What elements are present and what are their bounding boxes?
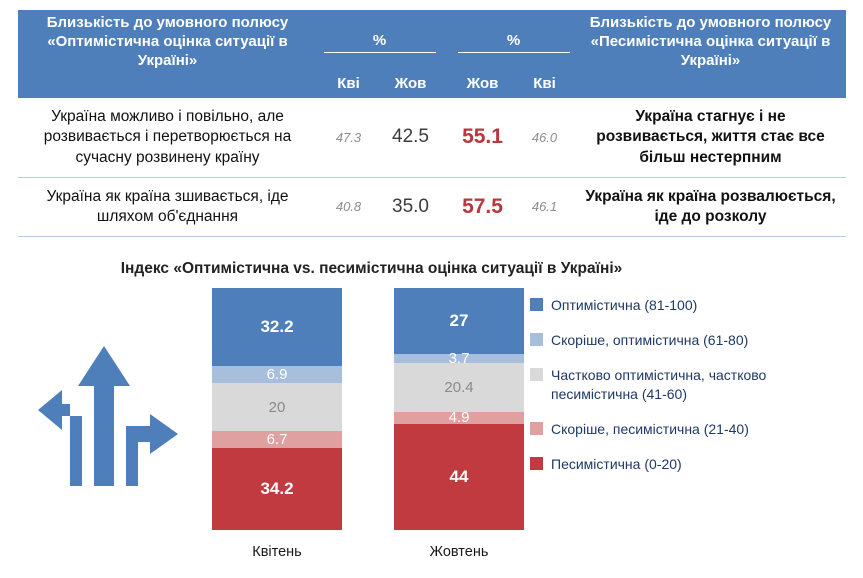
subheader-col-3: Жов	[452, 74, 514, 98]
row-1-left-statement: Україна можливо і повільно, але розвивається і перетворюється на сучасну розвинену країну	[18, 98, 318, 177]
table-row	[18, 177, 846, 236]
legend-swatch-icon	[530, 298, 543, 311]
bar-column-kviten	[212, 288, 342, 530]
bar-segment	[212, 431, 342, 447]
row-2-value-zhov-left: 35.0	[380, 177, 442, 236]
bar-column-zhovten	[394, 288, 524, 530]
row-1-value-zhov-left: 42.5	[380, 98, 442, 177]
subheader-col-2: Жов	[380, 74, 442, 98]
legend-label: Скоріше, песимістична (21-40)	[551, 420, 749, 437]
bar-category-label-kviten: Квітень	[252, 544, 302, 561]
subheader-separator	[442, 74, 452, 98]
bar-segment	[394, 349, 524, 367]
legend-swatch-icon	[530, 368, 543, 381]
bar-segment-value: 27	[449, 311, 469, 331]
table-subheader-row	[18, 74, 846, 98]
bar-segment-value: 20.4	[444, 378, 474, 396]
three-direction-arrows-icon	[38, 338, 183, 488]
comparison-table	[18, 10, 846, 237]
legend-label: Оптимістична (81-100)	[551, 297, 698, 314]
subheader-col-1: Кві	[318, 74, 380, 98]
legend-item	[530, 296, 850, 315]
header-left-title: Близькість до умовного полюсу «Оптимістична оцінка ситуації в Україні»	[18, 10, 318, 74]
bar-segment	[212, 383, 342, 431]
legend-item	[530, 420, 850, 439]
subheader-spacer-right	[576, 74, 846, 98]
bar-segment	[212, 288, 342, 366]
subheader-col-4: Кві	[514, 74, 576, 98]
stacked-bar-chart	[0, 278, 863, 578]
header-pct-right-cell	[452, 10, 576, 74]
header-right-title: Близькість до умовного полюсу «Песимістична оцінка ситуації в Україні»	[576, 10, 846, 74]
bar-segment	[212, 366, 342, 383]
row-1-separator	[442, 98, 452, 177]
row-1-value-zhov-right: 55.1	[452, 98, 514, 177]
bar-segment-value: 6.9	[266, 366, 288, 384]
bar-segment-value: 3.7	[448, 349, 470, 367]
bar-segment	[394, 409, 524, 427]
legend-item	[530, 366, 850, 404]
bar-segment-value: 20	[268, 398, 286, 416]
row-1-value-kvi-left: 47.3	[318, 98, 380, 177]
bar-segment	[212, 448, 342, 531]
row-1-value-kvi-right: 46.0	[514, 98, 576, 177]
legend-item	[530, 331, 850, 350]
legend-label: Песимістична (0-20)	[551, 455, 682, 472]
legend-label: Скоріше, оптимістична (61-80)	[551, 332, 749, 349]
bar-segment-value: 4.9	[448, 409, 470, 427]
row-2-value-kvi-right: 46.1	[514, 177, 576, 236]
bar-segment-value: 34.2	[260, 478, 294, 498]
bar-category-label-zhovten: Жовтень	[429, 544, 489, 561]
bar-segment-value: 44	[449, 467, 469, 487]
legend-swatch-icon	[530, 457, 543, 470]
chart-legend	[530, 296, 850, 489]
chart-title: Індекс «Оптимістична vs. песимістична оцінка ситуації в Україні»	[120, 259, 623, 277]
row-2-value-kvi-left: 40.8	[318, 177, 380, 236]
bar-segment-value: 6.7	[266, 430, 288, 448]
header-pct-left-cell	[318, 10, 442, 74]
table-row	[18, 98, 846, 177]
legend-swatch-icon	[530, 422, 543, 435]
row-2-right-statement: Україна як країна розвалюється, іде до розколу	[576, 177, 846, 236]
header-separator	[442, 10, 452, 74]
row-2-value-zhov-right: 57.5	[452, 177, 514, 236]
table-header-row	[18, 10, 846, 74]
bar-segment	[394, 424, 524, 530]
legend-item	[530, 455, 850, 474]
bar-segment-value: 32.2	[260, 317, 294, 337]
comparison-table-wrapper	[0, 0, 863, 237]
row-1-right-statement: Україна стагнує і не розвивається, життя стає все більш нестерпним	[576, 98, 846, 177]
legend-swatch-icon	[530, 333, 543, 346]
bar-segment	[394, 363, 524, 412]
bar-segment	[394, 288, 524, 353]
header-pct-left: %	[324, 32, 436, 53]
header-pct-right: %	[458, 32, 570, 53]
row-2-left-statement: Україна як країна зшивається, іде шляхом об'єднання	[18, 177, 318, 236]
legend-label: Частково оптимістична, частково песимістична (41-60)	[551, 367, 767, 402]
subheader-spacer-left	[18, 74, 318, 98]
row-2-separator	[442, 177, 452, 236]
